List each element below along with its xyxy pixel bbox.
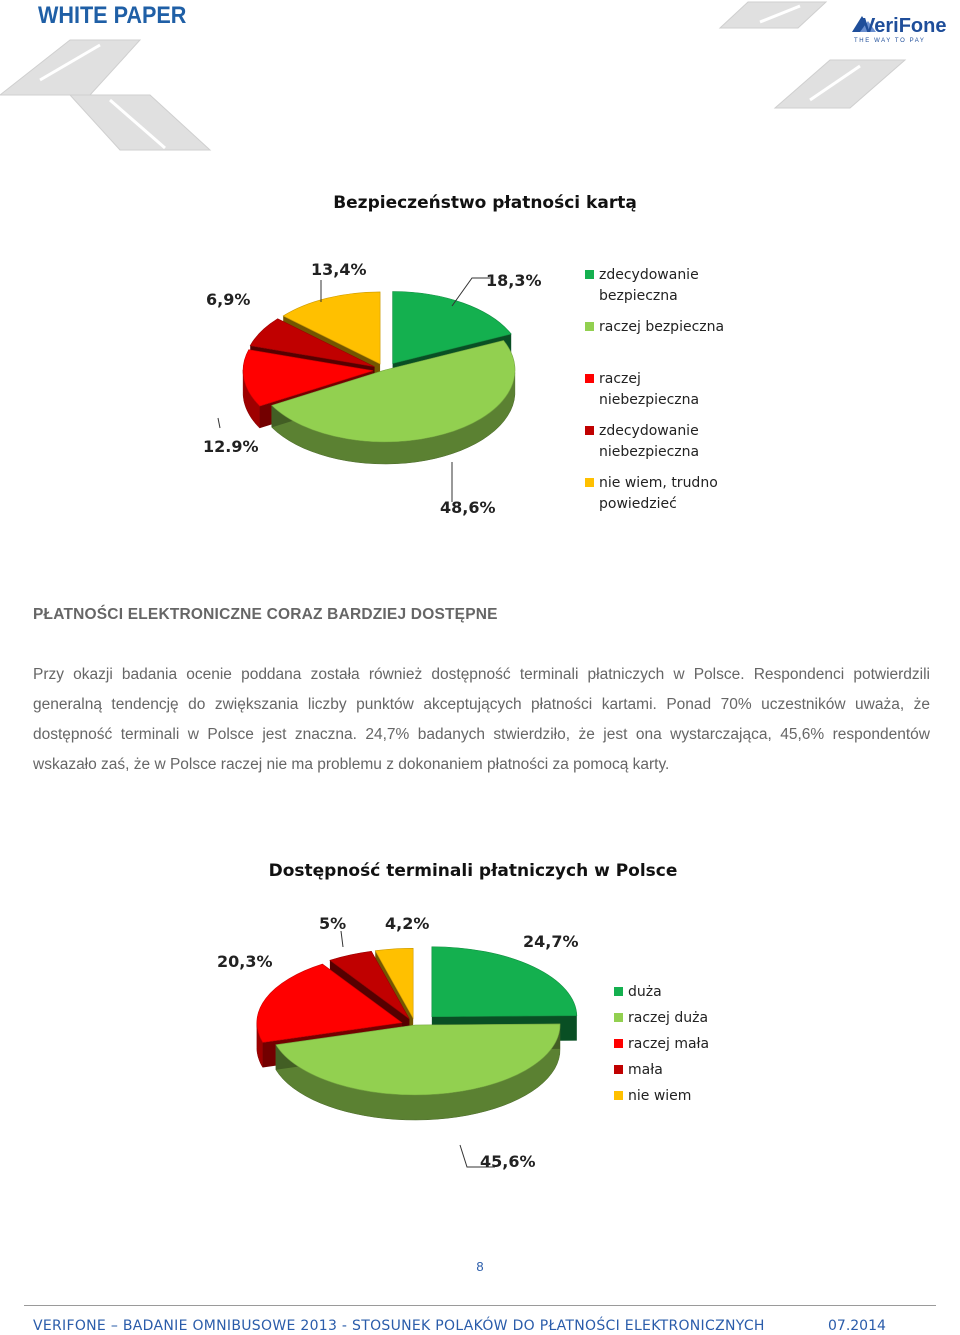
page-number: 8: [476, 1259, 484, 1274]
footer-text: VERIFONE – BADANIE OMNIBUSOWE 2013 - STOSUNEK POLAKÓW DO PŁATNOŚCI ELEKTRONICZNYCH: [33, 1318, 765, 1334]
legend-item-5: [585, 473, 729, 515]
chart2-legend: [614, 982, 814, 1112]
legend-swatch: [585, 270, 594, 279]
legend-label: nie wiem, trudno powiedzieć: [599, 475, 718, 512]
legend-label: raczej niebezpieczna: [599, 371, 700, 408]
section-heading: PŁATNOŚCI ELEKTRONICZNE CORAZ BARDZIEJ DOSTĘPNE: [33, 606, 498, 623]
legend-item-1: [585, 265, 729, 307]
leader-line-4: [341, 931, 343, 947]
legend-label: duża: [628, 984, 662, 1000]
leader-line-3: [218, 418, 220, 428]
legend-label: raczej duża: [628, 1010, 709, 1026]
logo-tagline: THE WAY TO PAY: [854, 38, 926, 44]
legend-item-3: [614, 1034, 828, 1055]
legend-swatch: [585, 478, 594, 487]
footer-date: 07.2014: [828, 1318, 886, 1334]
footer-divider: [24, 1305, 936, 1306]
pie-label-1: 24,7%: [523, 932, 579, 951]
legend-item-2: [585, 317, 729, 338]
chart2-title: Dostępność terminali płatniczych w Polsce: [268, 861, 678, 881]
pie-label-3: 12.9%: [203, 437, 259, 456]
verifone-logo: [848, 8, 958, 48]
pie-label-4: 6,9%: [206, 290, 251, 309]
legend-swatch: [614, 1039, 623, 1048]
legend-item-1: [614, 982, 828, 1003]
legend-swatch: [614, 1091, 623, 1100]
pie-label-4: 5%: [319, 914, 347, 933]
legend-swatch: [585, 374, 594, 383]
legend-label: nie wiem: [628, 1088, 692, 1104]
legend-swatch: [614, 987, 623, 996]
chart1-legend: [585, 265, 805, 525]
decorative-header-shapes: [0, 0, 960, 160]
chart1-title: Bezpieczeństwo płatności kartą: [333, 193, 637, 213]
section-body: Przy okazji badania ocenie poddana została również dostępność terminali płatniczych w Polsce. Respondenci potwierdzili generalną tendencję do zwiększania liczby punktów akceptujących płatności kartami. Ponad 70% uczestników uważa, że dostępność terminali w Polsce jest znaczna. 24,7% badanych stwierdziło, że jest ona wystarczająca, 45,6% respondentów wskazało zaś, że w Polsce raczej nie ma problemu z dokonaniem płatności za pomocą karty.: [33, 666, 930, 773]
legend-item-4: [585, 421, 729, 463]
legend-swatch: [585, 322, 594, 331]
legend-label: zdecydowanie niebezpieczna: [599, 423, 700, 460]
logo-brand-text: VeriFone: [862, 15, 947, 37]
legend-item-5: [614, 1086, 828, 1107]
legend-label: raczej bezpieczna: [599, 319, 725, 335]
header-title: WHITE PAPER: [38, 2, 187, 29]
legend-swatch: [614, 1013, 623, 1022]
legend-label: zdecydowanie bezpieczna: [599, 267, 699, 304]
pie-label-5: 13,4%: [311, 260, 367, 279]
pie-label-2: 48,6%: [440, 498, 496, 517]
legend-swatch: [585, 426, 594, 435]
legend-item-2: [614, 1008, 828, 1029]
pie-label-1: 18,3%: [486, 271, 542, 290]
legend-item-3: [585, 369, 729, 411]
legend-label: mała: [628, 1062, 663, 1078]
pie-label-5: 4,2%: [385, 914, 430, 933]
legend-item-4: [614, 1060, 828, 1081]
legend-swatch: [614, 1065, 623, 1074]
pie-label-3: 20,3%: [217, 952, 273, 971]
pie-label-2: 45,6%: [480, 1152, 536, 1171]
chart2-pie: [205, 905, 605, 1195]
chart1-pie: [190, 250, 580, 530]
legend-label: raczej mała: [628, 1036, 710, 1052]
